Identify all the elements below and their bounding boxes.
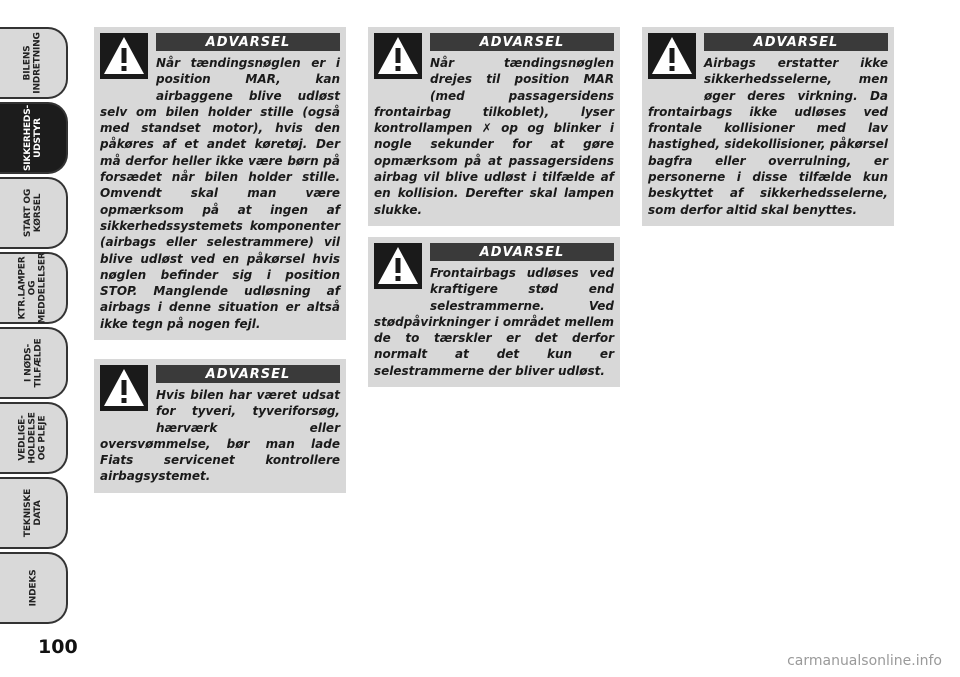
tab-sikkerhedsudstyr[interactable] (0, 102, 68, 174)
warning-box-3 (368, 27, 620, 226)
warning-triangle-icon (374, 33, 422, 79)
tab-label: SIKKERHEDS- UDSTYR (23, 104, 43, 172)
warning-heading: ADVARSEL (156, 365, 340, 383)
tab-tekniske-data[interactable] (0, 477, 68, 549)
tab-ktr-lamper[interactable] (0, 252, 68, 324)
warning-text: Når tændingsnøglen er i position MAR, kan airbaggene blive udløst selv om bilen holder stille (også med standset motor), hvis den påkøres af et andet køretøj. Der må derfor heller ikke være børn på forsædet når bilen holder stille. Omvendt skal man være opmærksom på at ingen af sikkerhedssystemets komponenter (airbags eller selestrammere) vil blive udløst ved en påkørsel hvis nøglen befinder sig i position STOP. Manglende udløsning af airbags i denne situation er altså ikke tegn på nogen fejl. (100, 56, 340, 331)
warning-heading: ADVARSEL (430, 243, 614, 261)
warning-box-5 (642, 27, 894, 226)
warning-triangle-icon (100, 33, 148, 79)
tab-label: BILENS INDRETNING (23, 32, 43, 94)
tab-label: INDEKS (27, 569, 38, 607)
tab-label: VEDLIGE- HOLDELSE OG PLEJE (18, 412, 48, 464)
warning-box-2 (94, 359, 346, 493)
warning-heading: ADVARSEL (430, 33, 614, 51)
tab-start-og-korsel[interactable] (0, 177, 68, 249)
tab-label: KTR.LAMPER OG MEDDELELSER (18, 252, 49, 324)
tab-indeks[interactable] (0, 552, 68, 624)
tab-label: START OG KØRSEL (23, 188, 43, 238)
page-number: 100 (38, 636, 78, 658)
warning-text: Airbags erstatter ikke sikkerhedsselerne, men øger deres virkning. Da frontairbags ikke udløses ved frontale kollisioner med lav hastighed, sidekollisioner, påkørsel bagfra eller overrulning, er personerne i disse tilfælde kun beskyttet af sikkerhedsselerne, som derfor altid skal benyttes. (648, 56, 888, 217)
tab-label: I NØDS- TILFÆLDE (22, 338, 43, 388)
warning-triangle-icon (374, 243, 422, 289)
warning-box-4 (368, 237, 620, 387)
warning-triangle-icon (100, 365, 148, 411)
tab-vedligeholdelse[interactable] (0, 402, 68, 474)
warning-box-1 (94, 27, 346, 340)
warning-text: Frontairbags udløses ved kraftigere stød end selestrammerne. Ved stødpåvirkninger i området mellem de to tærskler er det derfor normalt at det kun er selestrammerne der bliver udløst. (374, 266, 614, 378)
tab-label: TEKNISKE DATA (23, 488, 43, 538)
warning-triangle-icon (648, 33, 696, 79)
warning-heading: ADVARSEL (156, 33, 340, 51)
warning-text: Når tændingsnøglen drejes til position MAR (med passagersidens frontairbag tilkoblet), lyser kontrollampen ✗ op og blinker i nogle sekunder for at gøre opmærksom på at passagersidens airbag vil blive udløst i tilfælde af en kollision. Derefter skal lampen slukke. (374, 56, 614, 217)
warning-text: Hvis bilen har været udsat for tyveri, tyveriforsøg, hærværk eller oversvømmelse, bør man lade Fiats servicenet kontrollere airbagsystemet. (100, 388, 340, 484)
warning-heading: ADVARSEL (704, 33, 888, 51)
tab-i-nodstilfaelde[interactable] (0, 327, 68, 399)
tab-bilens-indretning[interactable] (0, 27, 68, 99)
watermark: carmanualsonline.info (787, 653, 942, 669)
